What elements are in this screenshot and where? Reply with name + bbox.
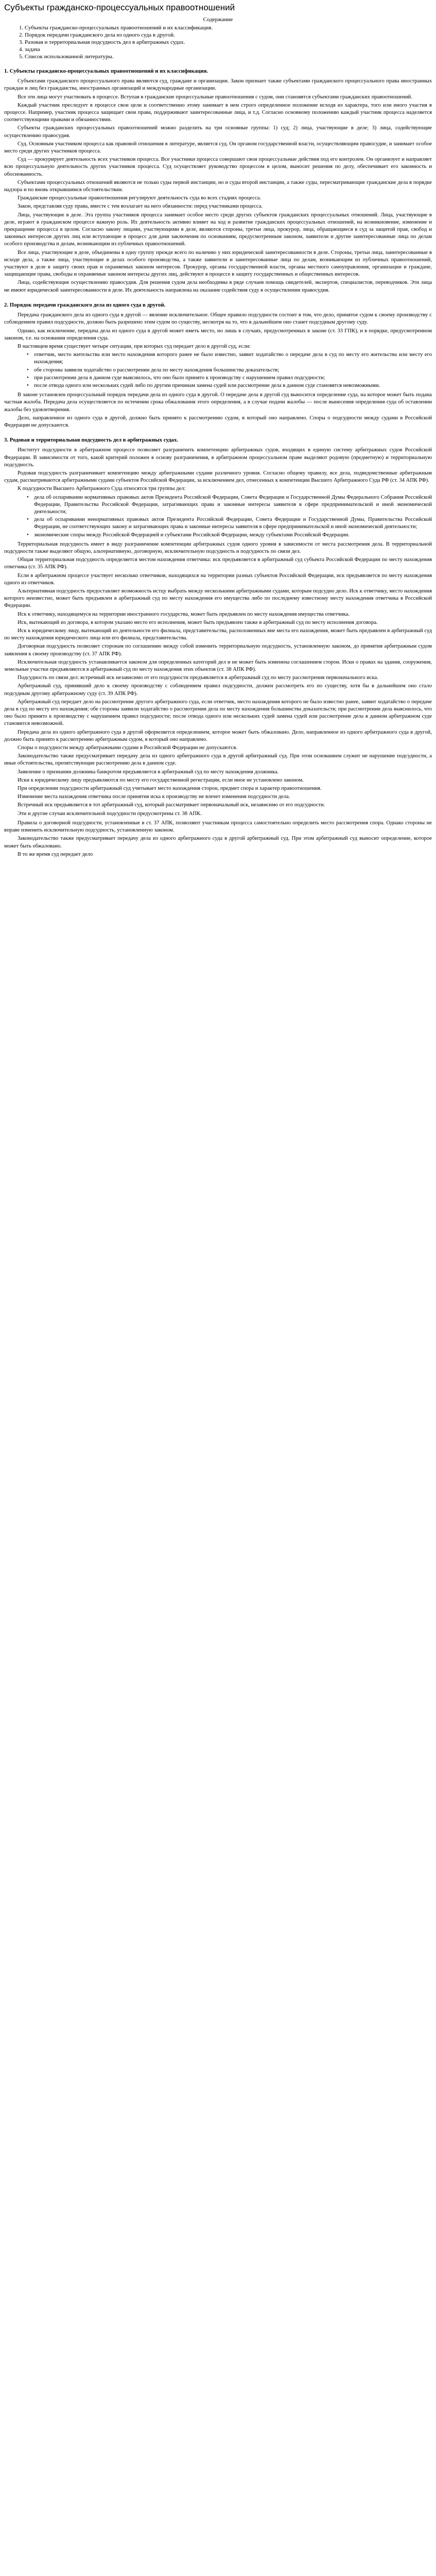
paragraph: Эти и другие случаи исключительной подсудности предусмотрены ст. 38 АПК. — [18, 810, 202, 817]
paragraph: Арбитражный суд, принявший дело к своему производству с соблюдением правил подсудности, должен рассмотреть его по существу, хотя бы в дальнейшем оно стало подсудным другому арбитражному суду (ст. 39 АПК РФ). — [4, 683, 432, 697]
list-item: • экономические споры между Российской Федерацией и субъектами Российской Федерации, между субъектами Российской Федерации. — [34, 532, 432, 539]
paragraph: Каждый участник преследует в процессе свои цели и соответственно этому занимает в нем строго определенное положение исходя из характера, того или иного участия в процессе. Например, участник процесса защищает свои права, поддерживают заинтересованные лица, и т.д. Согласно основному положению каждый участник процесса наделяется соответствующими правами и обязанностями. — [4, 102, 432, 123]
paragraph: Субъектами гражданского процессуального права являются суд, граждане и организации. Закон признает также субъектами гражданского процессуального права иностранных граждан и лиц без гражданства, иностранных организаций и международные организации. — [4, 78, 432, 92]
paragraph: Территориальная подсудность имеет в виду разграничение компетенции арбитражных судов одного уровня в зависимости от места рассмотрения дела. В территориальной подсудности также выделяют общую, альтернативную, договорную, исключительную подсудность и подсудность по связи дел. — [4, 541, 432, 554]
toc-item: 3. Разовая и территориальная подсудность дел в арбитражных судах. — [25, 39, 432, 46]
bullet-list — [4, 494, 432, 539]
page-title: Субъекты гражданско-процессуальных правоотношений — [4, 3, 235, 12]
paragraph: Законодательство также предусматривает передачу дела из одного арбитражного суда в другой арбитражный суд. При этом основанием служит не нарушение подсудности, а иные обстоятельства, препятствующие рассмотрению дела в данном суде. — [4, 753, 432, 767]
paragraph: Передача гражданского дела из одного суда в другой — явление исключительное. Общее правило подсудности состоит в том, что дело, принятое судом к своему производству с соблюдением правил подсудности, должно быть разрешено этим судом по существу, несмотря на то, что в дальнейшем оно станет подсудным другому суду. — [4, 312, 432, 326]
paragraph: Родовая подсудность разграничивает компетенцию между арбитражными судами различного уровня. Согласно общему правилу, все дела, подведомственные арбитражным судам, рассматриваются арбитражными судами субъектов Российской Федерации, за исключением дел, отнесенных к компетенции Высшего Арбитражного Суда РФ (ст. 34 АПК РФ). — [4, 470, 432, 484]
section-heading: 2. Порядок передачи гражданского дела из одного суда в другой. — [4, 301, 166, 308]
toc-item: 4. задача — [25, 46, 432, 53]
paragraph: Однако, как исключение, передача дела из одного суда в другой может иметь место, но лишь в случаях, предусмотренных в законе (ст. 33 ГПК), и в порядке, предусмотренном законом, т.е. на основании определения суда. — [4, 328, 432, 341]
paragraph: Дело, направленное из одного суда в другой, должно быть принято к рассмотрению судом, в который оно направлено. Споры о подсудности между судами в Российской Федерации не допускаются. — [4, 415, 432, 428]
paragraph: Все лица, участвующие в деле, объединены в одну группу прежде всего по наличию у них юридической заинтересованности в деле. Стороны, третьи лица, заинтересованные в исходе дела, а также лица, участвующие в делах особого производства, а также заявители и заинтересованные лица по делам, возникающим из публичных правоотношений, участвуют в деле в защиту своих прав и охраняемых законом интересов. Прокурор, органы государственной власти, органы местного самоуправления, организации и граждане, защищающие права, свободы и охраняемые законом интересы других лиц, действуют в процессе в защиту государственных и общественных интересов. — [4, 249, 432, 278]
paragraph: Иск к ответчику, находящемуся на территории иностранного государства, может быть предъявлен по месту нахождения имущества ответчика. — [18, 611, 350, 617]
paragraph: Суд — прокурирует деятельность всех участников процесса. Все участники процесса совершают свои процессуальные действия под его контролем. Он организует и направляет всю процессуальную деятельность других участников процесса. Суд осуществляет руководство процессом в целом, выносит решения по делу, обеспечивает его законность и обоснованность. — [4, 157, 432, 177]
paragraph: Подсудность по связи дел: встречный иск независимо от его подсудности предъявляется в арбитражный суд по месту рассмотрения первоначального иска. — [18, 675, 378, 681]
list-item: • дела об оспаривании ненормативных правовых актов Президента Российской Федерации, Совета Федерации и Государственной Думы, Правительства Российской Федерации, не соответствующих закону и затрагивающих права и законные интересы заявителя в сфере предпринимательской и иной экономической деятельности; — [34, 516, 432, 531]
list-item: • при рассмотрении дела в данном суде выяснилось, что оно было принято к производству с нарушением правил подсудности; — [34, 375, 432, 382]
paragraph: Субъектами процессуальных отношений являются не только суды первой инстанции, но и суды второй инстанции, а также суды, пересматривающие гражданские дела в порядке надзора и по вновь открывшимся обстоятельствам. — [4, 179, 432, 193]
paragraph: Если в арбитражном процессе участвует несколько ответчиков, находящихся на территории разных субъектов Российской Федерации, иск предъявляется по месту нахождения одного из ответчиков. — [4, 572, 432, 586]
list-item: • после отвода одного или нескольких судей либо по другим причинам замена судей или рассмотрение дела в данном суде становятся невозможными. — [34, 382, 432, 389]
bullet-list — [4, 351, 432, 389]
table-of-contents — [4, 24, 432, 60]
paragraph: Договорная подсудность позволяет сторонам по соглашению между собой изменить территориальную подсудность, установленную законом, до принятия арбитражным судом заявления к своему производству (ст. 37 АПК РФ). — [4, 643, 432, 657]
section-heading: 3. Родовая и территориальная подсудность дел в арбитражных судах. — [4, 437, 179, 444]
paragraph: Субъекты гражданских процессуальных правоотношений можно разделить на три основные группы: 1) суд; 2) лица, участвующие в деле; 3) лица, содействующие осуществлению правосудия. — [4, 125, 432, 139]
paragraph: Закон, представляя суду права, вместе с тем возлагает на него обязанности: перед участниками процесса. — [18, 204, 263, 210]
paragraph: Общая территориальная подсудность определяется местом нахождения ответчика: иск предъявляется в арбитражный суд субъекта Российской Федерации по месту нахождения ответчика (ст. 35 АПК РФ). — [4, 557, 432, 570]
section-heading: 1. Субъекты гражданско-процессуальных правоотношений и их классификация. — [4, 68, 208, 74]
paragraph: Споры о подсудности между арбитражными судами в Российской Федерации не допускаются. — [18, 745, 237, 751]
paragraph: Институт подсудности в арбитражном процессе позволяет разграничить компетенцию арбитражных судов, входящих в единую систему арбитражных судов Российской Федерации. В зависимости от того, какой критерий положен в основу разграничения, в арбитражном процессуальном праве выделяют родовую (предметную) и территориальную подсудность. — [4, 447, 432, 468]
paragraph: Встречный иск предъявляется в тот арбитражный суд, который рассматривает первоначальный иск, независимо от его подсудности. — [18, 802, 325, 808]
document-tail — [4, 820, 432, 858]
paragraph: Гражданские процессуальные правоотношения регулируют деятельность суда во всех стадиях процесса. — [18, 195, 261, 201]
paragraph: Иски к юридическому лицу предъявляются по месту его государственной регистрации, если иное не установлено законом. — [18, 777, 304, 783]
document-page — [0, 0, 436, 858]
list-item: • обе стороны заявили ходатайство о рассмотрении дела по месту нахождения большинства доказательств; — [34, 367, 432, 374]
paragraph: Законодательство также предусматривает передачу дела из одного арбитражного суда в другой арбитражный суд. При этом арбитражный суд выносит определение, которое может быть обжаловано. — [4, 836, 432, 849]
paragraph: Альтернативная подсудность предоставляет возможность истцу выбрать между несколькими арбитражными судами, которым подсудно дело. Иск к ответчику, место нахождения которого неизвестно, может быть предъявлен в арбитражный суд по месту нахождения его имущества либо по последнему известному месту нахождения ответчика в Российской Федерации. — [4, 588, 432, 609]
paragraph: Арбитражный суд передает дело на рассмотрение другого арбитражного суда, если ответчик, место нахождения которого не было известно ранее, заявит ходатайство о передаче дела в суд по месту его нахождения; обе стороны заявили ходатайство о рассмотрении дела по месту нахождения большинства доказательств; при рассмотрении дела выяснилось, что оно было принято к производству с нарушением правил подсудности; после отвода одного или нескольких судей замена судей или рассмотрение дела в данном арбитражном суде становится невозможной. — [4, 699, 432, 727]
paragraph: Лица, содействующие осуществлению правосудия. Для решения судом дела необходимы в ряде случаев помощь свидетелей, экспертов, специалистов, переводчиков. Эти лица не имеют юридической заинтересованности в деле. Их деятельность направлена на оказание содействия суду в осуществлении правосудия. — [4, 280, 432, 293]
paragraph: Все эти лица могут участвовать в процессе. Вступая в гражданские процессуальные правоотношения с судом, они становятся субъектами гражданских правоотношений. — [18, 94, 412, 100]
toc-item: 2. Порядок передачи гражданского дела из одного суда в другой. — [25, 31, 432, 39]
paragraph: В то же время суд передает дело — [18, 851, 93, 857]
paragraph: В настоящем время существует четыре ситуации, при которых суд передает дело в другой суд, если: — [18, 343, 251, 349]
paragraph: В законе установлен процессуальный порядок передачи дела из одного суда в другой. О передаче дела в другой суд выносится определение суда, на которое может быть подана частная жалоба. Передача дела осуществляется по истечении срока обжалования этого определения, а в случае подачи жалобы — после вынесения определения суда об оставлении жалобы без удовлетворения. — [4, 392, 432, 413]
paragraph: Лица, участвующие в деле. Эта группа участников процесса занимает особое место среди других субъектов гражданских процессуальных отношений. Лица, участвующие в деле, играют в гражданском процессе важную роль. Их деятельность активно влияет на ход и развитие гражданских процессуальных отношений, на возникновение, изменение и прекращение процесса в целом. Согласно закону лицами, участвующими в деле, являются стороны, третьи лица, прокурор, лица, обращающиеся в суд за защитой прав, свобод и законных интересов других лиц или вступающие в процесс для дачи заключения по основаниям, предусмотренным законом, заявители и другие заинтересованные лица по делам особого производства и делам, возникающим из публичных правоотношений. — [4, 212, 432, 247]
toc-heading: Содержание — [203, 16, 233, 23]
list-item: • ответчик, место жительства или место нахождения которого ранее не было известно, заявит ходатайство о передаче дела в суд по месту его жительства или месту его нахождения; — [34, 351, 432, 366]
paragraph: Изменение места нахождения ответчика после принятия иска к производству не влечет изменения подсудности дела. — [18, 794, 290, 800]
toc-item: 1. Субъекты гражданско-процессуальных правоотношений и их классификация. — [25, 24, 432, 31]
toc-item: 5. Список использованной литературы. — [25, 53, 432, 60]
document-body — [4, 67, 432, 818]
paragraph: Иск к юридическому лицу, вытекающий из деятельности его филиала, представительства, расположенных вне места его нахождения, может быть предъявлен в арбитражный суд по месту нахождения юридического лица или его филиала, представительства. — [4, 628, 432, 641]
paragraph: Правила о договорной подсудности, установленные в ст. 37 АПК, позволяют участникам процесса самостоятельно определить место рассмотрения спора. Однако стороны не вправе изменить исключительную подсудность, установленную законом. — [4, 820, 432, 834]
paragraph: Заявление о признании должника банкротом предъявляется в арбитражный суд по месту нахождения должника. — [18, 769, 279, 775]
paragraph: К подсудности Высшего Арбитражного Суда относятся три группы дел: — [18, 486, 186, 492]
paragraph: Исключительная подсудность устанавливается законом для определенных категорий дел и не может быть изменена соглашением сторон. Иски о правах на здания, сооружения, земельные участки предъявляются в арбитражный суд по месту нахождения этих объектов (ст. 38 АПК РФ). — [4, 659, 432, 673]
paragraph: Суд. Основным участником процесса как правовой отношения в литературе, является суд. Он органом государственной власти, осуществляющим правосудие, и занимает особое место среди других участников процесса. — [4, 141, 432, 155]
list-item: • дела об оспаривании нормативных правовых актов Президента Российской Федерации, Совета Федерации и Государственной Думы Федерального Собрания Российской Федерации, Правительства Российской Федерации, затрагивающих права и законные интересы заявителя в сфере предпринимательской и иной экономической деятельности; — [34, 494, 432, 516]
paragraph: Передача дела из одного арбитражного суда в другой оформляется определением, которое может быть обжаловано. Дело, направленное из одного арбитражного суда в другой, должно быть принято к рассмотрению арбитражным судом, в который оно направлено. — [4, 729, 432, 742]
paragraph: Иск, вытекающий из договора, в котором указано место его исполнения, может быть предъявлен также в арбитражный суд по месту исполнения договора. — [18, 619, 378, 625]
paragraph: При определении подсудности арбитражный суд учитывает место нахождения сторон, предмет спора и характер правоотношения. — [18, 786, 322, 792]
